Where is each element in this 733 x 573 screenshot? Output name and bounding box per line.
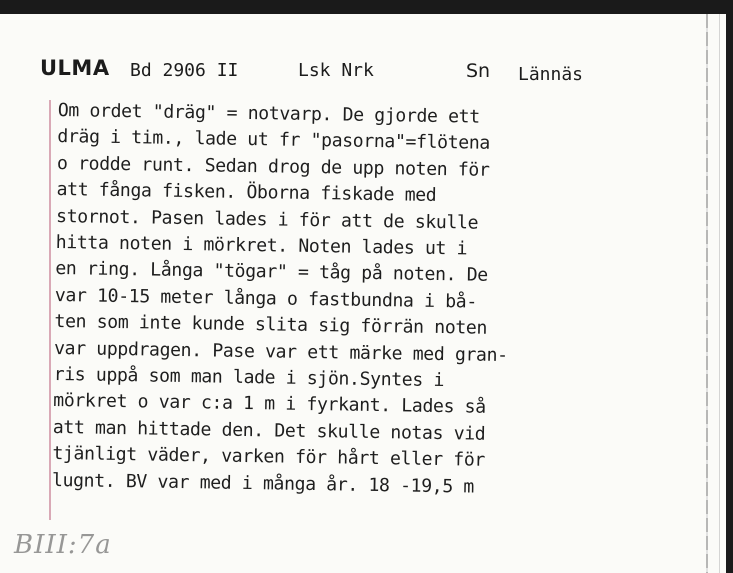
province-code: Lsk Nrk	[298, 60, 374, 81]
parish-label: Sn	[466, 60, 491, 82]
text-line: ris uppå som man lade i sjön.Syntes i	[53, 364, 445, 392]
margin-rule	[49, 100, 51, 520]
handwritten-signature: BIII:7a	[14, 530, 112, 560]
text-line: o rodde runt. Sedan drog de upp noten för	[56, 152, 490, 181]
text-line: var uppdragen. Pase var ett märke med gran-	[53, 337, 508, 366]
text-line: stornot. Pasen lades i för att de skulle	[55, 205, 479, 234]
archive-name: ULMA	[40, 56, 110, 80]
card-header	[40, 56, 680, 86]
text-line: lugnt. BV var med i många år. 18 -19,5 m	[51, 469, 475, 498]
text-line: tjänligt väder, varken för hårt eller för	[52, 443, 486, 472]
text-line: dräg i tim., lade ut fr "pasorna"=flötena	[57, 126, 491, 155]
archive-card	[0, 14, 726, 573]
typed-record-text	[52, 98, 678, 504]
card-edge-shadow	[706, 14, 708, 573]
text-line: ten som inte kunde slita sig förrän noten	[54, 311, 488, 340]
text-line: mörkret o var c:a 1 m i fyrkant. Lades så	[53, 390, 486, 419]
text-line: Om ordet "dräg" = notvarp. De gjorde ett	[57, 99, 480, 128]
card-edge-line	[719, 14, 720, 573]
text-line: var 10-15 meter långa o fastbundna i bå-	[54, 284, 478, 313]
parish-name: Lännäs	[518, 64, 584, 85]
text-line: hitta noten i mörkret. Noten lades ut i	[55, 232, 468, 260]
text-line: att fånga fisken. Öborna fiskade med	[56, 179, 437, 207]
text-line: att man hittade den. Det skulle notas vid	[52, 416, 486, 445]
volume-reference: Bd 2906 II	[130, 60, 239, 81]
text-line: en ring. Långa "tögar" = tåg på noten. De	[55, 258, 488, 287]
